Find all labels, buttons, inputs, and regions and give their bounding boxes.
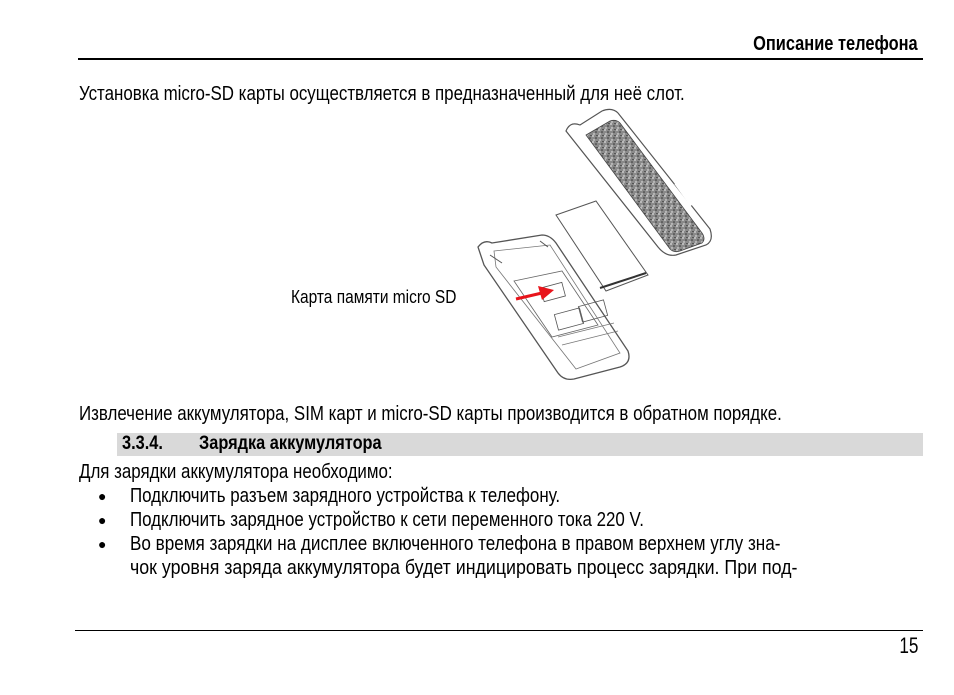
list-item-line: чок уровня заряда аккумулятора будет индицировать процесс зарядки. При под- bbox=[130, 557, 798, 579]
header-title: Описание телефона bbox=[753, 33, 918, 55]
paragraph-removal: Извлечение аккумулятора, SIM карт и micro-SD карты производится в обратном порядке. bbox=[79, 403, 782, 425]
footer-divider bbox=[75, 630, 923, 631]
page-number: 15 bbox=[898, 633, 918, 658]
bullet-icon: ● bbox=[98, 512, 107, 528]
bullet-icon: ● bbox=[98, 488, 107, 504]
list-item: Подключить разъем зарядного устройства к телефону. bbox=[130, 485, 561, 507]
section-number: 3.3.4. bbox=[122, 433, 163, 454]
section-title: Зарядка аккумулятора bbox=[199, 433, 382, 454]
header-divider bbox=[78, 58, 923, 60]
list-item-line: Во время зарядки на дисплее включенного телефона в правом верхнем углу зна- bbox=[130, 533, 781, 555]
paragraph-install-sd: Установка micro-SD карты осуществляется в предназначенный для неё слот. bbox=[79, 83, 685, 105]
list-item: Подключить зарядное устройство к сети переменного тока 220 V. bbox=[130, 509, 644, 531]
paragraph-charging-intro: Для зарядки аккумулятора необходимо: bbox=[79, 461, 393, 483]
figure-caption: Карта памяти micro SD bbox=[291, 287, 457, 307]
bullet-icon: ● bbox=[98, 536, 107, 552]
phone-assembly-illustration bbox=[280, 105, 730, 395]
